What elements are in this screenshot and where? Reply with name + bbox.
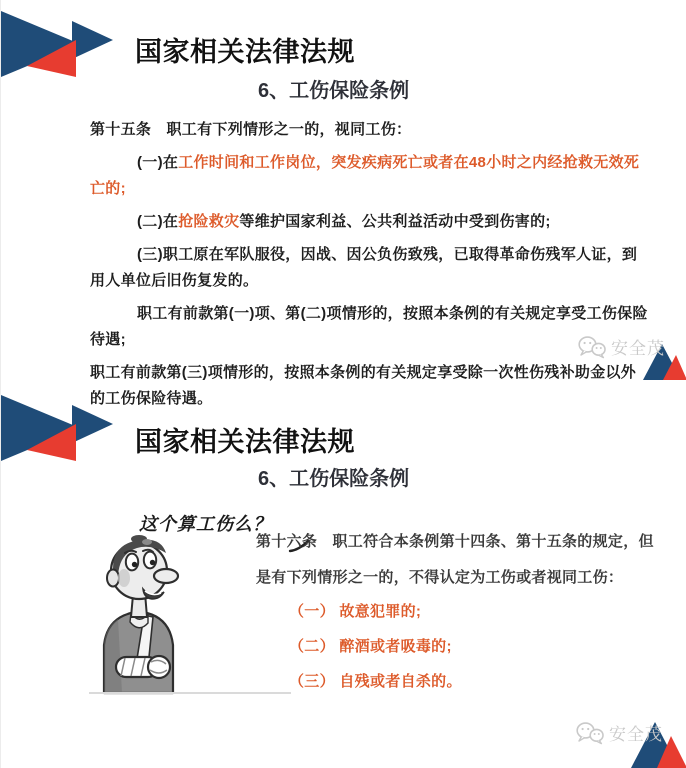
item-2-highlight: 抢险救灾 xyxy=(178,213,240,230)
article-15-item-1 xyxy=(90,150,650,202)
article-15-para-1: 职工有前款第(一)项、第(二)项情形的，按照本条例的有关规定享受工伤保险待遇; xyxy=(90,305,648,348)
article-16-item-1: （一） 故意犯罪的; xyxy=(289,603,422,620)
item-1-prefix: (一)在 xyxy=(137,154,179,171)
slide-subtitle: 6、工伤保险条例 xyxy=(258,468,410,490)
slide-article-16 xyxy=(1,380,686,768)
watermark-text: 安全茂 xyxy=(609,725,663,744)
slide-title: 国家相关法律法规 xyxy=(135,427,355,457)
item-2-rest: 等维护国家利益、公共利益活动中受到伤害的; xyxy=(239,213,551,230)
article-16-item-3: （三） 自残或者自杀的。 xyxy=(289,673,462,690)
article-15-item-2 xyxy=(90,209,650,235)
article-15-item-3: (三)职工原在军队服役，因战、因公负伤致残，已取得革命伤残军人证，到用人单位后旧伤复发的。 xyxy=(90,246,638,289)
ground-line xyxy=(89,692,291,694)
speech-text: 这个算工伤么？ xyxy=(139,514,272,535)
logo-triangles-icon xyxy=(1,392,121,464)
watermark-text: 安全茂 xyxy=(611,339,665,358)
item-2-prefix: (二)在 xyxy=(137,213,179,230)
slide-title: 国家相关法律法规 xyxy=(135,37,355,67)
slide-subtitle: 6、工伤保险条例 xyxy=(258,80,410,102)
article-16-line-1: 第十六条 职工符合本条例第十四条、第十五条的规定，但 xyxy=(256,533,654,550)
article-16-line-2: 是有下列情形之一的，不得认定为工伤或者视同工伤： xyxy=(256,569,624,586)
watermark xyxy=(575,720,663,745)
wechat-icon xyxy=(577,335,607,359)
watermark xyxy=(577,334,665,359)
article-15-text xyxy=(90,117,650,419)
article-15-intro: 第十五条 职工有下列情形之一的，视同工伤： xyxy=(90,121,412,138)
article-16-item-2: （二） 醉酒或者吸毒的; xyxy=(289,638,452,655)
article-15-para-2: 职工有前款第(三)项情形的，按照本条例的有关规定享受除一次性伤残补助金以外的工伤保险待遇。 xyxy=(90,364,637,407)
wechat-icon xyxy=(575,721,605,745)
injured-worker-illustration xyxy=(87,533,183,696)
item-1-highlight: 工作时间和工作岗位，突发疾病死亡或者在48小时之内经抢救无效死亡的; xyxy=(90,154,640,197)
logo-triangles-icon xyxy=(1,8,121,80)
slide-article-15 xyxy=(1,0,686,407)
